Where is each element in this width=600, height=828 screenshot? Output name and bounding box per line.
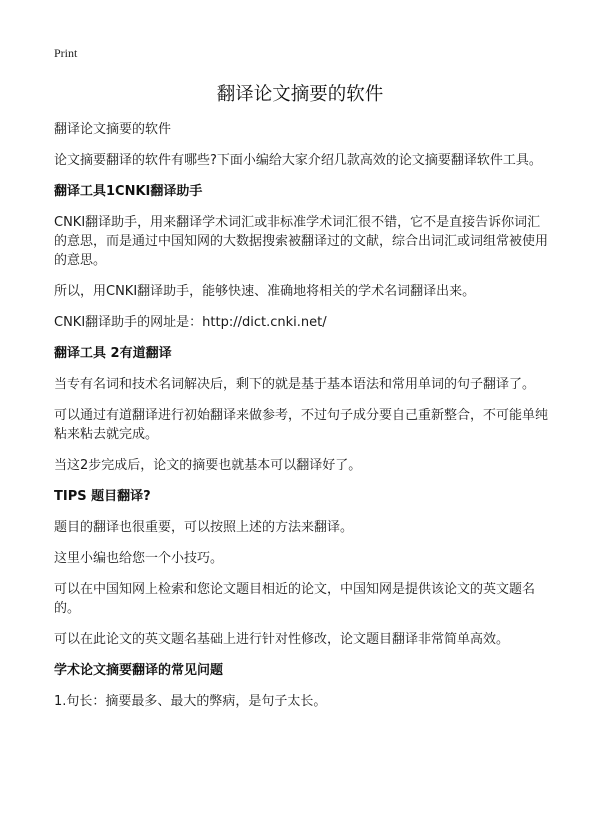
cnki-description: CNKI翻译助手，用来翻译学术词汇或非标准学术词汇很不错，它不是直接告诉你词汇的意思，而是通过中国知网的大数据搜索被翻译过的文献，综合出词汇或词组常被使用的意思。	[54, 215, 549, 268]
youdao-intro: 当专有名词和技术名词解决后，剩下的就是基于基本语法和常用单词的句子翻译了。	[54, 377, 536, 392]
youdao-result: 当这2步完成后，论文的摘要也就基本可以翻译好了。	[54, 458, 362, 473]
document-body	[54, 120, 548, 723]
document-title: 翻译论文摘要的软件	[216, 84, 384, 105]
section-heading-common-issues: 学术论文摘要翻译的常见问题	[54, 663, 224, 678]
print-label: Print	[54, 46, 78, 60]
section-heading-cnki: 翻译工具1CNKI翻译助手	[54, 184, 203, 199]
intro-title-line: 翻译论文摘要的软件	[54, 122, 172, 137]
tips-importance: 题目的翻译也很重要，可以按照上述的方法来翻译。	[54, 520, 354, 535]
cnki-summary: 所以，用CNKI翻译助手，能够快速、准确地将相关的学术名词翻译出来。	[54, 284, 476, 299]
youdao-usage: 可以通过有道翻译进行初始翻译来做参考，不过句子成分要自己重新整合，不可能单纯粘来粘去就完成。	[54, 408, 549, 442]
tips-trick-intro: 这里小编也给您一个小技巧。	[54, 551, 224, 566]
tips-search-cnki: 可以在中国知网上检索和您论文题目相近的论文，中国知网是提供该论文的英文题名的。	[54, 582, 536, 616]
tips-modify-title: 可以在此论文的英文题名基础上进行针对性修改，论文题目翻译非常简单高效。	[54, 632, 510, 647]
intro-paragraph: 论文摘要翻译的软件有哪些?下面小编给大家介绍几款高效的论文摘要翻译软件工具。	[54, 153, 542, 168]
section-heading-youdao: 翻译工具 2有道翻译	[54, 346, 172, 361]
issue-sentence-length: 1.句长：摘要最多、最大的弊病，是句子太长。	[54, 694, 327, 709]
section-heading-tips: TIPS 题目翻译?	[54, 489, 151, 504]
cnki-url: CNKI翻译助手的网址是：http://dict.cnki.net/	[54, 315, 327, 330]
